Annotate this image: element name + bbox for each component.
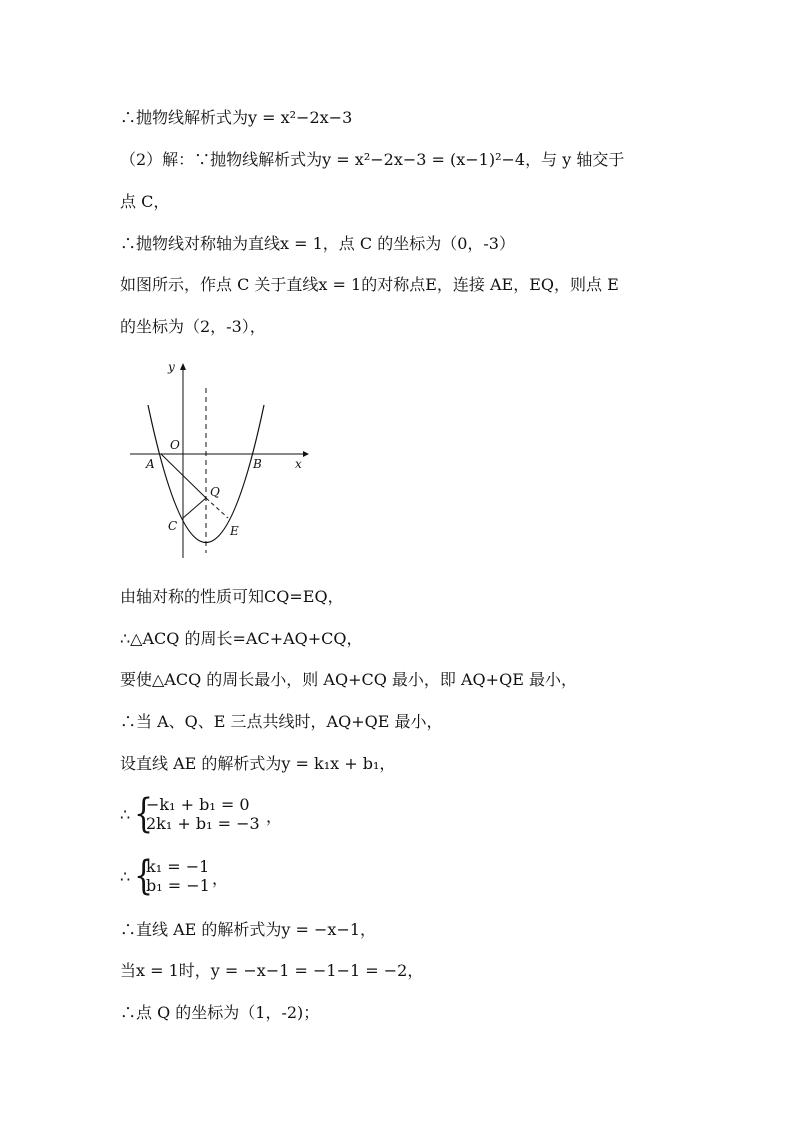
text-line-1: ∴抛物线解析式为y = x²−2x−3 (120, 108, 353, 127)
text-line-12: ∴直线 AE 的解析式为y = −x−1， (120, 920, 377, 939)
text-line-5: 如图所示，作点 C 关于直线x = 1的对称点E，连接 AE，EQ，则点 E (120, 275, 619, 294)
system1-row1: −k₁ + b₁ = 0 (146, 795, 250, 814)
system1-row2: 2k₁ + b₁ = −3 (146, 814, 260, 833)
x-axis-arrow (303, 451, 309, 457)
label-y: y (168, 360, 175, 374)
text-line-2: （2）解：∵抛物线解析式为y = x²−2x−3 = (x−1)²−4，与 y 轴交于 (120, 150, 625, 169)
system1-therefore: ∴ (120, 805, 131, 824)
system2-therefore: ∴ (120, 867, 131, 886)
text-line-14: ∴点 Q 的坐标为（1，-2)； (120, 1003, 320, 1022)
text-line-3: 点 C， (120, 192, 170, 211)
parabola-figure (125, 358, 310, 563)
text-line-10: ∴当 A、Q、E 三点共线时，AQ+QE 最小， (120, 712, 443, 731)
segment-QE (206, 498, 228, 518)
system2-row2: b₁ = −1 (146, 876, 210, 895)
label-A: A (146, 457, 155, 471)
system1-brace: { (134, 791, 154, 837)
text-line-9: 要使△ACQ 的周长最小，则 AQ+CQ 最小，即 AQ+QE 最小， (120, 670, 577, 689)
label-x: x (295, 457, 302, 471)
text-line-13: 当x = 1时，y = −x−1 = −1−1 = −2， (120, 961, 424, 980)
text-line-6: 的坐标为（2，-3）， (120, 317, 266, 336)
system1-comma: ， (266, 807, 283, 826)
label-Q: Q (210, 485, 220, 499)
text-line-4: ∴抛物线对称轴为直线x = 1，点 C 的坐标为（0，-3） (120, 234, 515, 253)
system2-comma: ， (212, 869, 229, 888)
label-B: B (253, 457, 262, 471)
text-line-11: 设直线 AE 的解析式为y = k₁x + b₁， (120, 754, 396, 773)
label-O: O (170, 438, 180, 452)
y-axis-arrow (180, 363, 186, 370)
segment-CQ (183, 498, 206, 518)
label-E: E (230, 524, 239, 538)
equation-system-2 (120, 853, 320, 899)
label-C: C (168, 519, 178, 533)
equation-system-1 (120, 791, 320, 837)
text-line-8: ∴△ACQ 的周长=AC+AQ+CQ， (120, 629, 363, 648)
system2-row1: k₁ = −1 (146, 857, 210, 876)
system2-brace: { (134, 853, 154, 899)
text-line-7: 由轴对称的性质可知CQ=EQ， (120, 587, 344, 606)
